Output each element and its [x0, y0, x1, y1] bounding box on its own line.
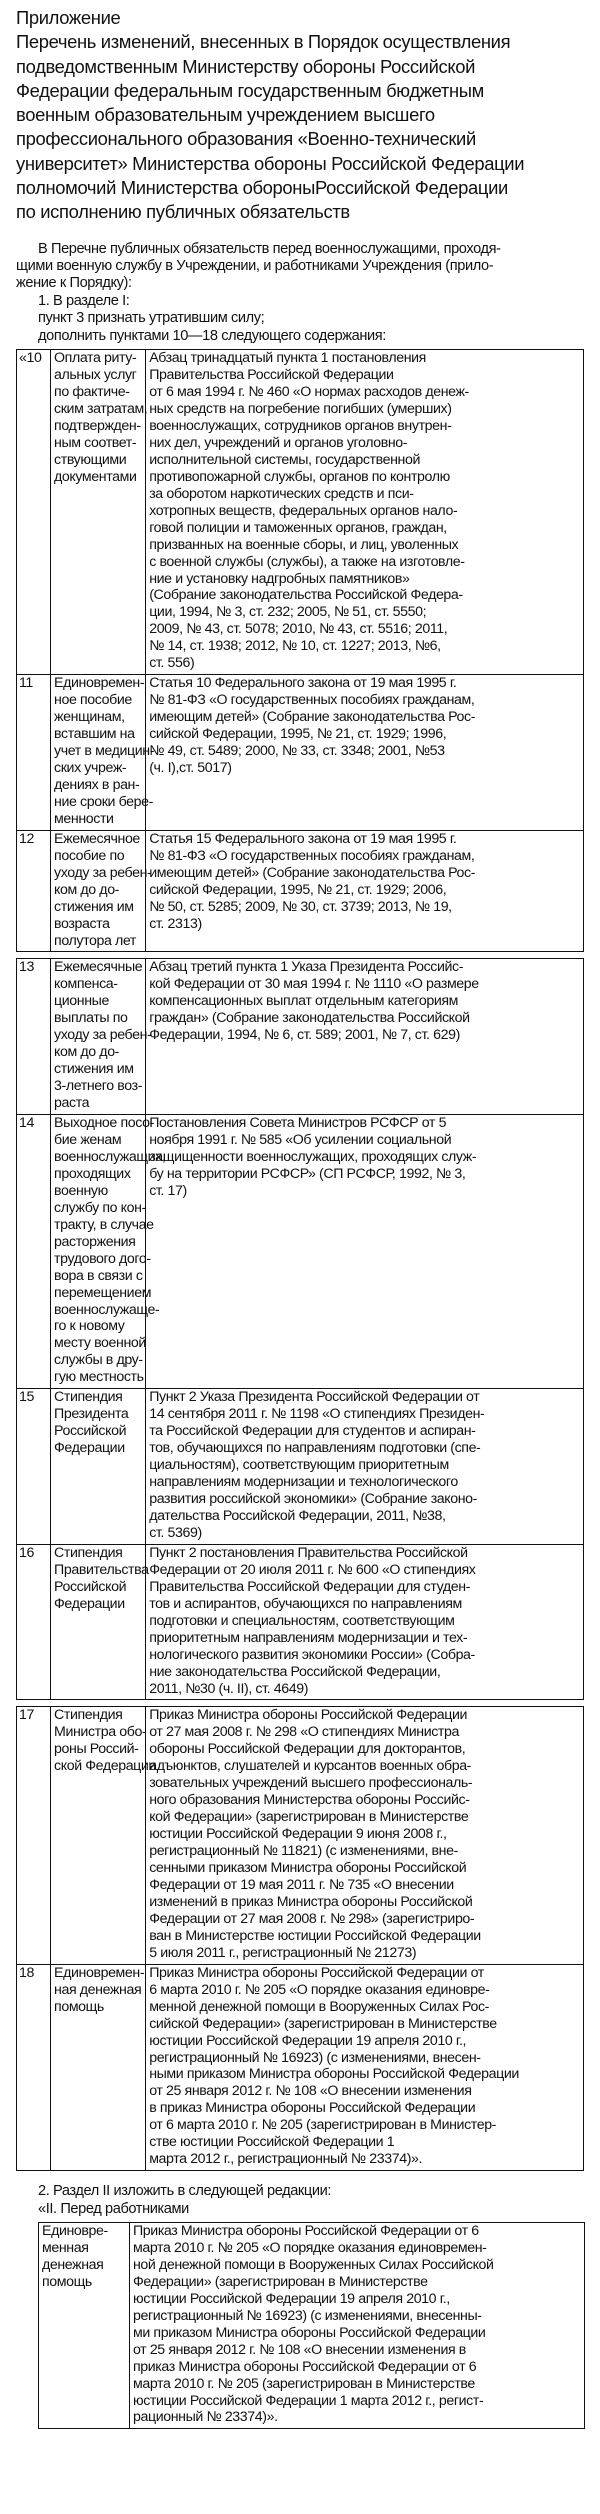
legal-source-line: компенсационных выплат отдельным категориям [149, 993, 458, 1010]
legal-source-line: ных средств на погребение погибших (умерших) [149, 400, 452, 417]
legal-source-line: от 6 марта 2010 г. № 205 (зарегистрирован в Министер- [149, 2117, 497, 2134]
legal-source-line: говой полиции и таможенных органов, граждан, [149, 519, 447, 536]
obligation-name-line: Министра обо- [54, 1724, 147, 1741]
legal-source-cell [146, 1707, 584, 1964]
legal-source-line: (Собрание законодательства Российской Федера- [149, 587, 463, 604]
legal-source-line: них дел, учреждений и органов уголовно- [149, 434, 408, 451]
legal-source-line: Статья 15 Федерального закона от 19 мая 1995 г. [149, 830, 457, 847]
legal-source-line: Статья 10 Федерального закона от 19 мая 1995 г. [149, 675, 457, 692]
legal-source-line: регистрационный № 16923) (с изменениями, внесен- [149, 2049, 481, 2066]
legal-source-line: сийской Федерации, 1995, № 21, ст. 1929; 2006, [149, 881, 447, 898]
intro-line: щими военную службу в Учреждении, и работниками Учреждения (прило- [16, 258, 494, 275]
obligation-name-line: ционные [54, 993, 109, 1010]
section1-item: пункт 3 признать утратившим силу; [38, 310, 265, 327]
legal-source-line: рационный № 23374)». [133, 2409, 278, 2426]
row-number-cell: 13 [17, 959, 51, 1115]
legal-source-line: военнослужащих, сотрудников органов внутрен- [149, 417, 452, 434]
legal-source-line: марта 2010 г. № 205 (зарегистрирован в Министерстве [133, 2375, 475, 2392]
obligations-table [16, 349, 584, 952]
legal-source-line: № 81-ФЗ «О государственных пособиях гражданам, [149, 847, 475, 864]
legal-source-line: ст. 5369) [149, 1524, 202, 1541]
section2-heading [16, 2183, 584, 2218]
header-line: подведомственным Министерству обороны Российской [16, 55, 476, 77]
legal-source-line: развития российской экономики» (Собрание законо- [149, 1491, 478, 1508]
obligation-name-line: Выходное посо- [54, 1115, 154, 1132]
obligation-name-line: помощь [54, 1998, 104, 2015]
legal-source-line: Абзац тринадцатый пункта 1 постановления [149, 350, 426, 367]
obligation-name-cell [51, 1707, 156, 1964]
legal-source-line: граждан» (Собрание законодательства Российской [149, 1010, 470, 1027]
legal-source-line: зовательных учреждений высшего профессиональ- [149, 1775, 473, 1792]
legal-source-line: тов и аспирантов, обучающихся по направлениям [149, 1595, 462, 1612]
legal-source-line: адъюнктов, слушателей и курсантов военных обра- [149, 1758, 472, 1775]
obligation-name-cell [51, 1389, 146, 1545]
legal-source-line: ние законодательства Российской Федерации, [149, 1663, 441, 1680]
obligation-name-cell [51, 830, 152, 952]
section2-table [38, 2222, 585, 2429]
legal-source-line: от 6 мая 1994 г. № 460 «О нормах расходов денеж- [149, 384, 469, 401]
obligation-name-line: подтвержден- [54, 417, 141, 434]
table-row [17, 1707, 584, 1964]
legal-source-line: 2011, №30 (ч. II), ст. 4649) [149, 1680, 309, 1697]
legal-source-line: Правительства Российской Федерации для студен- [149, 1578, 470, 1595]
obligation-name-line: службу по кон- [54, 1199, 146, 1216]
obligation-name-line: ских учреж- [54, 759, 127, 776]
legal-source-cell [146, 959, 584, 1115]
obligation-name-line: ской Федерации [54, 1758, 156, 1775]
obligation-name-line: 3-летнего воз- [54, 1078, 143, 1095]
obligation-name-line: Федерации [54, 1595, 125, 1612]
legal-source-line: Постановления Совета Министров РСФСР от 5 [149, 1115, 447, 1132]
legal-source-line: менной денежной помощи в Вооруженных Силах Рос- [149, 1998, 489, 2015]
legal-source-line: сенными приказом Министра обороны Российской [149, 1860, 467, 1877]
legal-source-cell [146, 1964, 584, 2170]
legal-source-line: марта 2010 г. № 205 «О порядке оказания единовремен- [133, 2239, 487, 2256]
table-row [17, 959, 584, 1115]
legal-source-line: ции, 1994, № 3, ст. 232; 2005, № 51, ст. 5550; [149, 604, 427, 621]
obligation-name-line: документами [54, 468, 137, 485]
table-row [17, 1115, 584, 1389]
legal-source-line: защищенности военнослужащих, проходящих служ- [149, 1148, 477, 1165]
legal-source-line: юстиции Российской Федерации 9 июня 2008 г., [149, 1826, 447, 1843]
legal-source-line: Абзац третий пункта 1 Указа Президента Российс- [149, 959, 464, 976]
legal-source-cell [146, 1544, 584, 1700]
legal-source-line: приоритетным направлениям модернизации и тех- [149, 1629, 468, 1646]
obligation-name-line: ком до до- [54, 881, 120, 898]
obligation-name-line: гую местность [54, 1369, 144, 1386]
legal-source-cell [130, 2223, 585, 2429]
legal-source-line: регистрационный № 11821) (с изменениями, вне- [149, 1843, 458, 1860]
legal-source-line: исполнительной системы, государственной [149, 451, 420, 468]
legal-source-line: противопожарной службы, органов по контролю [149, 468, 450, 485]
legal-source-line: имеющим детей» (Собрание законодательства Рос- [149, 864, 476, 881]
legal-source-line: ноября 1991 г. № 585 «Об усилении социальной [149, 1132, 452, 1148]
header-line: Федерации федеральным государственным бюджетным [16, 79, 484, 101]
obligation-name-line: Единовремен- [54, 1964, 145, 1981]
table-row [17, 350, 584, 675]
legal-source-cell [146, 675, 584, 831]
obligation-name-cell [51, 959, 152, 1115]
intro-line: В Перечне публичных обязательств перед военнослужащими, проходя- [38, 240, 501, 257]
legal-source-line: № 50, ст. 5285; 2009, № 30, ст. 3739; 2013, № 19, [149, 898, 452, 915]
obligation-name-line: Российской [54, 1578, 127, 1595]
obligation-name-line: тракту, в случае [54, 1216, 154, 1233]
legal-source-line: приказ Министра обороны Российской Федерации от 6 [133, 2358, 477, 2375]
obligation-name-line: компенса- [54, 976, 118, 993]
legal-source-line: Правительства Российской Федерации [149, 367, 394, 384]
legal-source-line: бу на территории РСФСР» (СП РСФСР, 1992, № 3, [149, 1165, 466, 1182]
intro-line: жение к Порядку): [16, 275, 132, 292]
legal-source-line: призванных на военные сборы, и лиц, уволенных [149, 536, 459, 553]
intro-paragraph [16, 241, 584, 345]
table-row [17, 1544, 584, 1700]
obligation-name-line: женщинам, [54, 709, 125, 726]
obligation-name-line: Стипендия [54, 1707, 123, 1724]
legal-source-line: за оборотом наркотических средств и пси- [149, 485, 414, 502]
legal-source-line: Федерации от 19 мая 2011 г. № 735 «О внесении [149, 1876, 454, 1893]
legal-source-cell [146, 1115, 584, 1389]
legal-source-line: № 81-ФЗ «О государственных пособиях гражданам, [149, 692, 475, 709]
obligation-name-line: трудового дого- [54, 1250, 151, 1267]
obligation-name-line: менная [42, 2239, 89, 2256]
table-row [39, 2223, 585, 2429]
obligation-name-line: помощь [42, 2273, 92, 2290]
legal-source-line: с военной службы (службы), а также на изготовле- [149, 553, 465, 570]
header-line: университет» Министерства обороны Российской Федерации [16, 152, 525, 174]
obligation-name-line: перемещением [54, 1284, 152, 1301]
legal-source-line: хотропных веществ, федеральных органов нало- [149, 502, 458, 519]
obligation-name-line: расторжения [54, 1233, 136, 1250]
obligation-name-cell [51, 1964, 146, 2170]
legal-source-line: та Российской Федерации для студентов и аспиран- [149, 1423, 476, 1440]
header-line: профессионального образования «Военно-технический [16, 128, 476, 150]
row-number-cell: 15 [17, 1389, 51, 1545]
legal-source-line: от 25 января 2012 г. № 108 «О внесении изменения в [133, 2341, 466, 2358]
legal-source-line: направлениям модернизации и технологического [149, 1474, 458, 1491]
section2-subtitle: «II. Перед работниками [38, 2200, 189, 2217]
legal-source-line: ной денежной помощи в Вооруженных Силах Российской [133, 2256, 494, 2273]
obligation-name-line: Ежемесячные [54, 959, 143, 976]
legal-source-line: Приказ Министра обороны Российской Федерации от 6 [133, 2223, 479, 2239]
obligation-name-line: службы в дру- [54, 1352, 143, 1369]
legal-source-cell [146, 830, 584, 952]
legal-source-line: от 27 мая 2008 г. № 298 «О стипендиях Министра [149, 1724, 460, 1741]
obligation-name-line: Стипендия [54, 1389, 123, 1406]
legal-source-line: Федерации от 20 июля 2011 г. № 600 «О стипендиях [149, 1561, 476, 1578]
obligation-name-line: военнослужаще- [54, 1301, 160, 1318]
legal-source-line: Пункт 2 Указа Президента Российской Федерации от [149, 1389, 480, 1406]
obligation-name-line: ствующими [54, 451, 127, 468]
obligation-name-line: ное пособие [54, 692, 132, 709]
legal-source-line: сийской Федерации» (зарегистрирован в Министерстве [149, 2015, 497, 2032]
legal-source-line: (ч. I),ст. 5017) [149, 759, 232, 776]
obligation-name-line: полутора лет [54, 932, 137, 949]
table-row [17, 1964, 584, 2170]
obligations-table [16, 958, 584, 1700]
header-line: полномочий Министерства обороныРоссийской Федерации [16, 177, 508, 199]
legal-source-line: тов, обучающихся по направлениям подготовки (спе- [149, 1440, 481, 1457]
obligation-name-line: проходящих [54, 1165, 131, 1182]
legal-source-line: стве юстиции Российской Федерации 1 [149, 2134, 395, 2151]
legal-source-line: 5 июля 2011 г., регистрационный № 21273) [149, 1944, 417, 1961]
obligation-name-line: пособие по [54, 847, 125, 864]
obligation-name-line: стижения им [54, 898, 134, 915]
legal-source-line: марта 2012 г., регистрационный № 23374)». [149, 2151, 423, 2168]
obligations-tables [16, 349, 584, 2171]
obligations-table [16, 1706, 584, 2171]
obligation-name-line: бие женам [54, 1132, 122, 1148]
obligation-name-line: выплаты по [54, 1010, 128, 1027]
legal-source-line: ными приказом Министра обороны Российской Федерации [149, 2066, 519, 2083]
legal-source-line: юстиции Российской Федерации 19 апреля 2010 г., [133, 2290, 450, 2307]
legal-source-line: циальностям), соответствующим приоритетным [149, 1457, 449, 1474]
legal-source-line: нологического развития экономики России» (Собра- [149, 1646, 475, 1663]
obligation-name-line: ком до до- [54, 1044, 120, 1061]
obligation-name-line: Президента [54, 1406, 129, 1423]
legal-source-line: № 49, ст. 5489; 2000, № 33, ст. 3348; 2001, №53 [149, 743, 445, 760]
obligation-name-line: вставшим на [54, 726, 135, 743]
legal-source-line: Приказ Министра обороны Российской Федерации от [149, 1964, 484, 1981]
table-row [17, 830, 584, 952]
legal-source-line: ван в Министерстве юстиции Российской Федерации [149, 1927, 481, 1944]
obligation-name-line: Оплата риту- [54, 350, 137, 367]
legal-source-line: регистрационный № 16923) (с изменениями, внесенны- [133, 2307, 482, 2324]
row-number-cell: 18 [17, 1964, 51, 2170]
obligation-name-line: уходу за ребен- [54, 864, 152, 881]
legal-source-line: ст. 2313) [149, 915, 202, 932]
legal-source-line: в приказ Министра обороны Российской Федерации [149, 2100, 476, 2117]
obligation-name-line: роны Россий- [54, 1741, 139, 1758]
row-number-cell: 14 [17, 1115, 51, 1389]
legal-source-line: ст. 556) [149, 655, 195, 672]
obligation-name-line: денежная [42, 2256, 104, 2273]
obligation-name-line: военнослужащих, [54, 1148, 166, 1165]
obligation-name-line: го к новому [54, 1318, 125, 1335]
obligation-name-cell [51, 1115, 166, 1389]
obligation-name-line: Единовре- [42, 2223, 108, 2239]
legal-source-line: юстиции Российской Федерации 19 апреля 2010 г., [149, 2032, 467, 2049]
legal-source-line: ст. 17) [149, 1182, 187, 1199]
legal-source-line: 14 сентября 2011 г. № 1198 «О стипендиях Президен- [149, 1406, 485, 1423]
header-line: по исполнению публичных обязательств [16, 201, 350, 223]
row-number-cell: 17 [17, 1707, 51, 1964]
obligation-name-line: менности [54, 810, 114, 827]
row-number-cell: 11 [17, 675, 51, 831]
obligation-name-line: ние сроки бере- [54, 793, 153, 810]
obligation-name-line: Ежемесячное [54, 830, 140, 847]
obligation-name-line: альных услуг [54, 367, 137, 384]
section1-item: дополнить пунктами 10—18 следующего содержания: [38, 327, 386, 344]
obligation-name-line: Стипендия [54, 1544, 123, 1561]
obligation-name-line: ским затратам, [54, 400, 148, 417]
obligation-name-line: учет в медицин- [54, 743, 155, 760]
obligation-name-line: вора в связи с [54, 1267, 143, 1284]
header-line: Приложение [16, 7, 121, 28]
obligation-name-line: стижения им [54, 1061, 134, 1078]
legal-source-line: ние и установку надгробных памятников» [149, 570, 410, 587]
section2-title: 2. Раздел II изложить в следующей редакции: [38, 2183, 332, 2200]
table-row [17, 675, 584, 831]
legal-source-cell [146, 1389, 584, 1545]
legal-source-line: Федерации, 1994, № 6, ст. 589; 2001, № 7, ст. 629) [149, 1027, 460, 1044]
row-number-cell: 12 [17, 830, 51, 952]
row-number-cell: «10 [17, 350, 51, 675]
legal-source-line: ного образования Министерства обороны Российс- [149, 1792, 470, 1809]
legal-source-line: подготовки и специальностям, соответствующим [149, 1612, 455, 1629]
legal-source-line: № 14, ст. 1938; 2012, № 10, ст. 1227; 2013, №6, [149, 638, 441, 655]
obligation-name-line: возраста [54, 915, 110, 932]
obligation-name-line: уходу за ребен- [54, 1027, 152, 1044]
obligation-name-line: месту военной [54, 1335, 146, 1352]
legal-source-line: кой Федерации от 30 мая 1994 г. № 1110 «О размере [149, 976, 479, 993]
legal-source-line: 6 марта 2010 г. № 205 «О порядке оказания единовре- [149, 1981, 490, 1998]
legal-source-line: дательства Российской Федерации, 2011, №38, [149, 1507, 446, 1524]
legal-source-line: кой Федерации» (зарегистрирован в Министерстве [149, 1809, 469, 1826]
document-header [16, 6, 584, 225]
obligation-name-line: дениях в ран- [54, 776, 140, 793]
obligation-name-line: ным соответ- [54, 434, 137, 451]
legal-source-line: Приказ Министра обороны Российской Федерации [149, 1707, 468, 1724]
legal-source-line: сийской Федерации, 1995, № 21, ст. 1929; 1996, [149, 726, 447, 743]
legal-source-line: юстиции Российской Федерации 1 марта 2012 г., регист- [133, 2392, 484, 2409]
obligation-name-line: Федерации [54, 1440, 125, 1457]
obligation-name-line: ная денежная [54, 1981, 142, 1998]
legal-source-line: 2009, № 43, ст. 5078; 2010, № 43, ст. 5516; 2011, [149, 621, 448, 638]
obligation-name-line: Единовремен- [54, 675, 145, 692]
obligation-name-cell [51, 350, 146, 675]
legal-source-line: обороны Российской Федерации для докторантов, [149, 1741, 466, 1758]
legal-source-line: от 25 января 2012 г. № 108 «О внесении изменения [149, 2083, 472, 2100]
obligation-name-line: по фактиче- [54, 384, 130, 401]
obligation-name-cell [39, 2223, 130, 2429]
legal-source-line: Федерации» (зарегистрирован в Министерстве [133, 2273, 428, 2290]
obligation-name-cell [51, 1544, 149, 1700]
legal-source-line: имеющим детей» (Собрание законодательства Рос- [149, 709, 476, 726]
obligation-name-line: Правительства [54, 1561, 149, 1578]
header-line: Перечень изменений, внесенных в Порядок осуществления [16, 31, 511, 53]
document-page [16, 0, 584, 2429]
row-number-cell: 16 [17, 1544, 51, 1700]
header-line: военным образовательным учреждением высшего [16, 104, 435, 126]
legal-source-cell [146, 350, 584, 675]
legal-source-line: Федерации от 27 мая 2008 г. № 298» (зарегистриро- [149, 1910, 475, 1927]
legal-source-line: изменений в приказ Министра обороны Российской [149, 1893, 473, 1910]
section1-title: 1. В разделе I: [38, 292, 130, 309]
legal-source-line: ми приказом Министра обороны Российской Федерации [133, 2324, 486, 2341]
table-row [17, 1389, 584, 1545]
obligation-name-line: раста [54, 1095, 90, 1112]
legal-source-line: Пункт 2 постановления Правительства Российской [149, 1544, 468, 1561]
obligation-name-line: военную [54, 1182, 108, 1199]
obligation-name-line: Российской [54, 1423, 127, 1440]
obligation-name-cell [51, 675, 155, 831]
